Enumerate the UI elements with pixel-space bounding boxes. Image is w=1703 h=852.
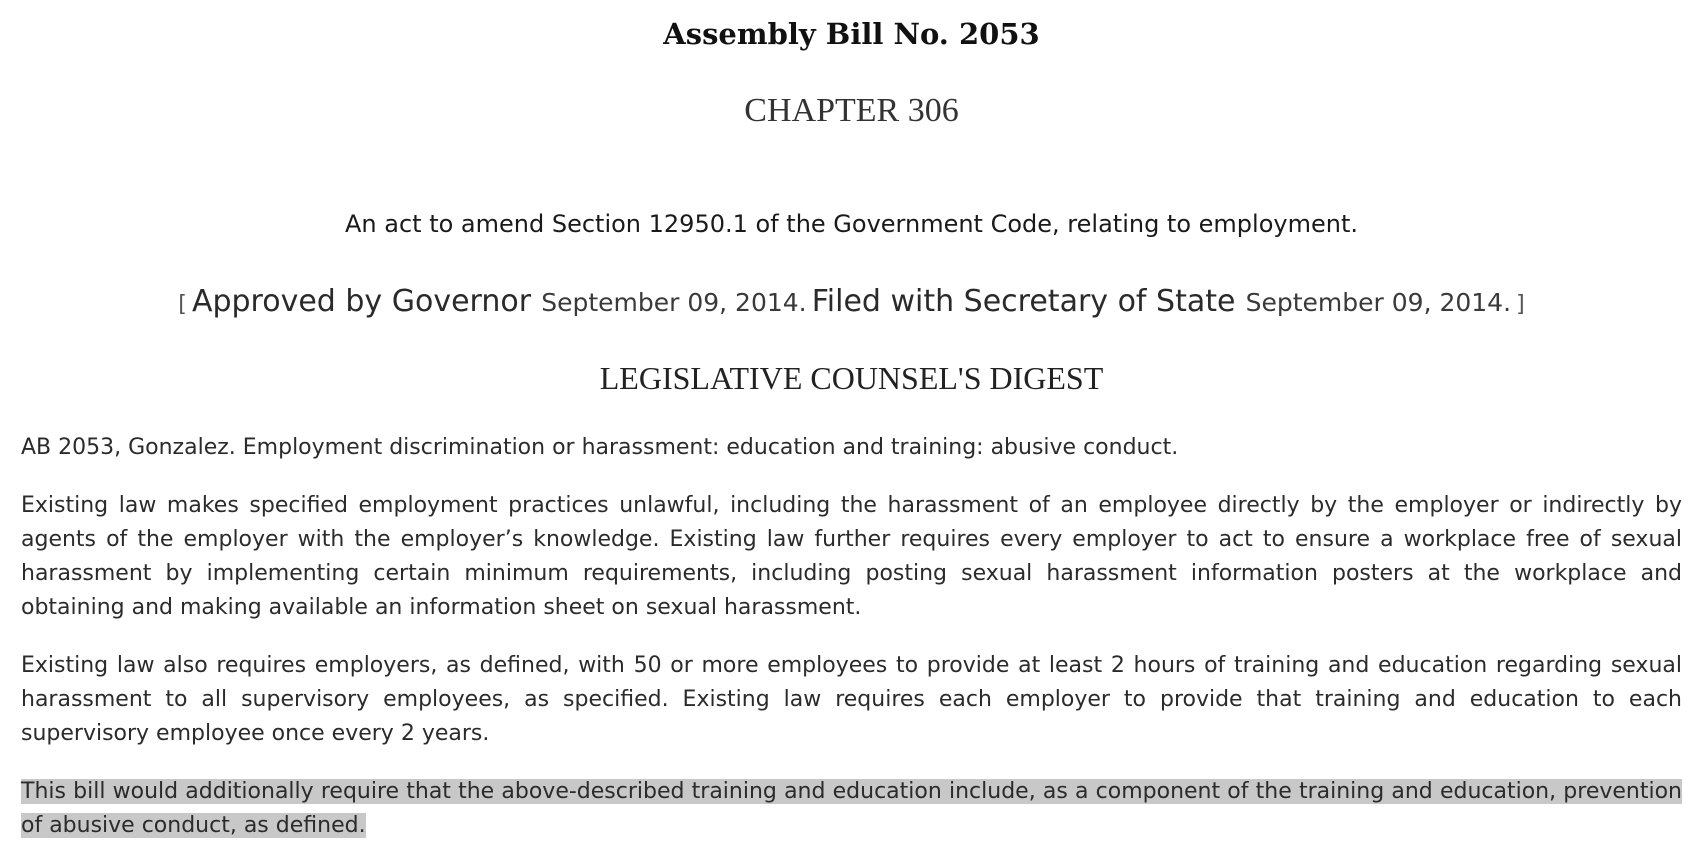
filed-label: Filed with Secretary of State — [811, 284, 1236, 319]
selected-text-highlight[interactable]: This bill would additionally require that the above-described training and education include, as a component of the training and education, prevention of abusive conduct, as defined. — [21, 779, 1682, 838]
approval-line — [0, 282, 1703, 326]
digest-training-paragraph: Existing law also requires employers, as defined, with 50 or more employees to provide at least 2 hours of training and education regarding sexual harassment to all supervisory employees, as specified. Existing law requires each employer to provide that training and education to each supervisory employee once every 2 years. — [21, 653, 1682, 746]
act-description: An act to amend Section 12950.1 of the Government Code, relating to employment. — [345, 210, 1358, 238]
digest-heading: LEGISLATIVE COUNSEL'S DIGEST — [599, 360, 1104, 396]
bill-title: Assembly Bill No. 2053 — [663, 17, 1040, 51]
chapter-number: CHAPTER 306 — [744, 92, 959, 129]
filed-date: September 09, 2014. — [1245, 288, 1512, 317]
approved-label: Approved by Governor — [191, 284, 532, 319]
digest-existing-law-paragraph: Existing law makes specified employment practices unlawful, including the harassment of an employee directly by the employer or indirectly by agents of the employer with the employer’s knowledge. Existing law further requires every employer to act to ensure a workplace free of sexual harassment by implementing certain minimum requirements, including posting sexual harassment information posters at the workplace and obtaining and making available an information sheet on sexual harassment. — [21, 493, 1682, 620]
approval-open-bracket: [ — [178, 292, 187, 317]
digest-summary-paragraph: AB 2053, Gonzalez. Employment discrimination or harassment: education and training: abusive conduct. — [21, 435, 1179, 460]
digest-bill-paragraph[interactable] — [21, 775, 1682, 843]
approval-close-bracket: ] — [1516, 292, 1525, 317]
approved-date: September 09, 2014. — [541, 288, 807, 317]
